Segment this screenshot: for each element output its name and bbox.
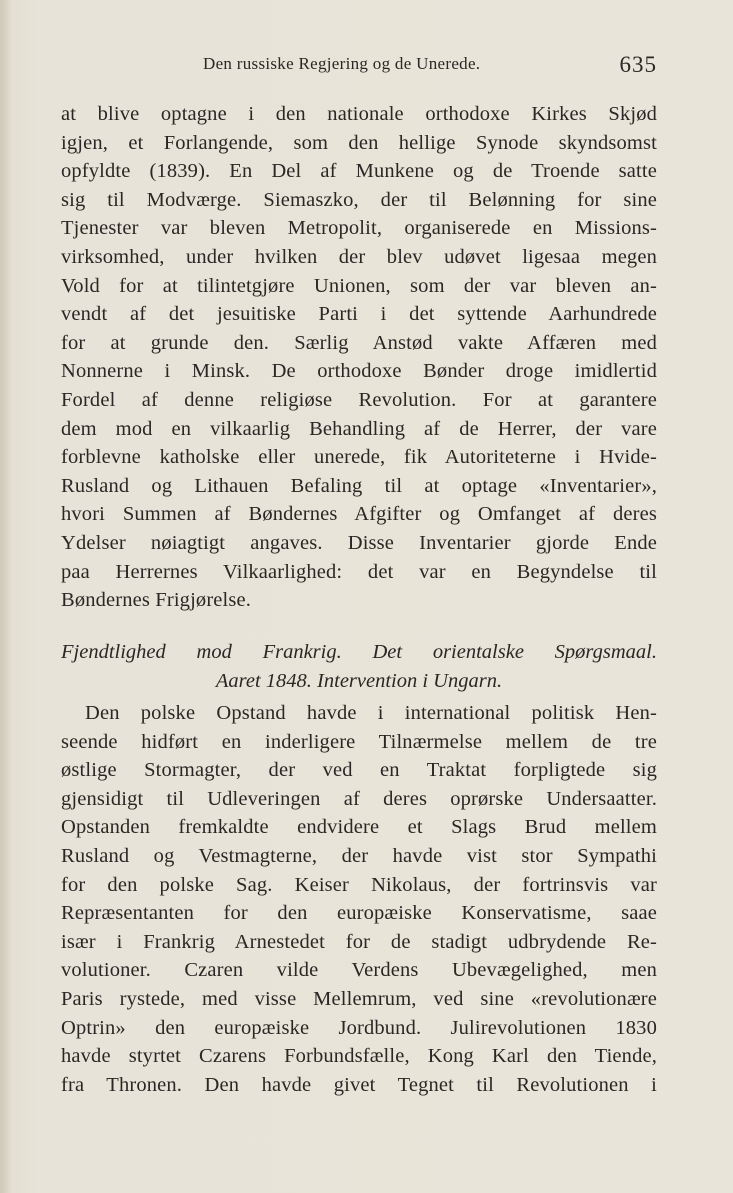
text-line: Den polske Opstand havde i international politisk Hen-	[85, 702, 657, 724]
heading-line: Aaret 1848. Intervention i Ungarn.	[215, 669, 503, 692]
text-line: havde styrtet Czarens Forbundsfælle, Kong Karl den Tiende,	[61, 1045, 657, 1068]
page-number: 635	[619, 52, 657, 77]
text-line: dem mod en vilkaarlig Behandling af de Herrer, der vare	[61, 417, 657, 440]
text-line: gjensidigt til Udleveringen af deres oprørske Undersaatter.	[61, 787, 657, 810]
text-line: Vold for at tilintetgjøre Unionen, som der var bleven an-	[61, 274, 657, 297]
text-line: for at grunde den. Særlig Anstød vakte Affæren med	[61, 331, 657, 354]
text-line: Fordel af denne religiøse Revolution. For at garantere	[61, 388, 657, 411]
text-line: Ydelser nøiagtigt angaves. Disse Inventarier gjorde Ende	[61, 531, 657, 554]
text-line: hvori Summen af Bøndernes Afgifter og Omfanget af deres	[61, 503, 657, 526]
running-title: Den russiske Regjering og de Unerede.	[203, 54, 481, 73]
text-line: Opstanden fremkaldte endvidere et Slags Brud mellem	[61, 816, 657, 839]
text-line: opfyldte (1839). En Del af Munkene og de Troende satte	[61, 160, 657, 183]
heading-line: Fjendtlighed mod Frankrig. Det orientalske Spørgsmaal.	[61, 641, 657, 663]
text-line: især i Frankrig Arnestedet for de stadigt udbrydende Re-	[61, 930, 657, 953]
text-line: at blive optagne i den nationale orthodoxe Kirkes Skjød	[61, 103, 657, 125]
text-line: virksomhed, under hvilken der blev udøvet ligesaa megen	[61, 245, 657, 268]
text-line: Nonnerne i Minsk. De orthodoxe Bønder droge imidlertid	[61, 360, 657, 383]
text-line: for den polske Sag. Keiser Nikolaus, der fortrinsvis var	[61, 873, 657, 896]
text-line: vendt af det jesuitiske Parti i det syttende Aarhundrede	[61, 303, 657, 326]
text-line: igjen, et Forlangende, som den hellige Synode skyndsomst	[61, 131, 657, 154]
text-line: seende hidført en inderligere Tilnærmelse mellem de tre	[61, 730, 657, 753]
text-line: forblevne katholske eller unerede, fik Autoriteterne i Hvide-	[61, 446, 657, 469]
text-line: Paris rystede, med visse Mellemrum, ved sine «revolutionære	[61, 987, 657, 1010]
paragraph-1	[61, 100, 657, 615]
paragraph-2	[61, 699, 657, 1099]
text-line: fra Thronen. Den havde givet Tegnet til Revolutionen i	[61, 1073, 657, 1096]
running-header	[61, 52, 657, 80]
text-line: Bøndernes Frigjørelse.	[61, 589, 252, 612]
text-line: Rusland og Vestmagterne, der havde vist stor Sympathi	[61, 844, 657, 867]
text-line: Optrin» den europæiske Jordbund. Julirevolutionen 1830	[61, 1016, 657, 1039]
text-line: volutioner. Czaren vilde Verdens Ubevægelighed, men	[61, 959, 657, 982]
section-heading	[61, 638, 657, 695]
text-line: paa Herrernes Vilkaarlighed: det var en Begyndelse til	[61, 560, 657, 583]
text-line: sig til Modværge. Siemaszko, der til Belønning for sine	[61, 188, 657, 211]
text-line: Rusland og Lithauen Befaling til at optage «Inventarier»,	[61, 474, 657, 497]
text-line: Repræsentanten for den europæiske Konservatisme, saae	[61, 902, 657, 925]
page-gutter-shadow	[0, 0, 10, 1193]
text-line: østlige Stormagter, der ved en Traktat forpligtede sig	[61, 759, 657, 782]
text-line: Tjenester var bleven Metropolit, organiserede en Missions-	[61, 217, 657, 240]
